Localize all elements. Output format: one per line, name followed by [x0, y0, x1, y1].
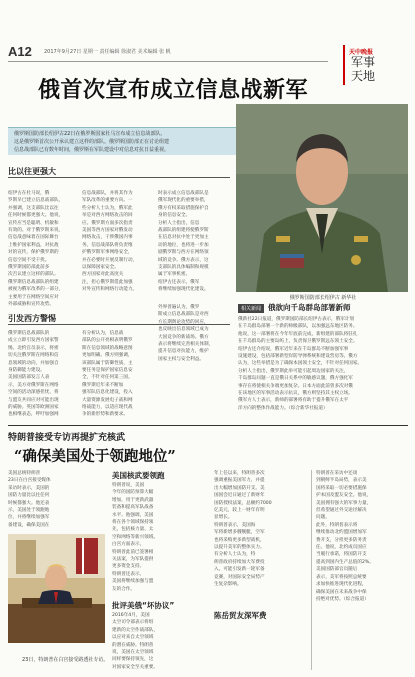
text-line: 美国国防部官员随后	[316, 567, 358, 573]
section-rule	[8, 177, 230, 178]
text-line: 应。俄罗斯方面多次指责	[82, 220, 133, 226]
text-line: 也将采购更多新型战机，	[214, 537, 265, 543]
text-line: 表示，美军将按照总统要	[316, 574, 367, 580]
text-line: 美国拥有强大的军事力量，	[316, 500, 372, 506]
text-line: 争的新形势和新要求。	[82, 412, 128, 418]
text-line: 斯成立信息战部队是对西	[158, 312, 209, 318]
text-line: 时表示成立信息战部队是	[158, 191, 209, 196]
text-line: 与盟友共同应对可能出现	[8, 397, 59, 403]
text-line: 属于军事机密。	[158, 272, 191, 278]
text-line: 时候都强大。他还表	[8, 500, 50, 506]
text-line: 生复杂影响。	[214, 582, 242, 588]
main-headline: 俄首次宣布成立信息战新军	[38, 77, 309, 103]
text-line: 俄罗斯近年来不断加	[82, 382, 124, 388]
text-line: 设施建设，包括部署新型岸防导弹系统和建设营房等。俄方	[238, 354, 358, 360]
text-line: 提升信息对抗能力，维护	[158, 349, 209, 355]
text-line: 朗普政府持续加大军费投	[214, 559, 265, 565]
text-line: 大量资源发展电子战和网	[82, 397, 133, 403]
text-line: 有分析人士认为，特	[214, 552, 256, 558]
text-line: 绍伊古还表示，俄军	[158, 279, 200, 285]
text-line: 空和网络等新兴领域。	[112, 534, 158, 540]
text-line: 俄军方人士表示，新师的部署将有助于提升俄军在太平	[238, 398, 349, 404]
text-line: 先，包括核力量、太	[112, 527, 154, 533]
text-line: 举是对西方网络攻击的回	[82, 213, 133, 219]
text-line: 俄罗斯国防部此前多	[8, 265, 50, 271]
text-line: 主要用于在网络空间应对	[8, 294, 59, 300]
text-line: 绍伊古还介绍说，俄军近年来在千岛群岛不断加强军事	[238, 346, 349, 352]
text-line: 绍伊古在杜马说，俄	[8, 191, 50, 196]
text-line: 部队的公开亮相表明俄罗	[82, 338, 133, 344]
text-line: 国防力量比以往任何	[8, 493, 50, 499]
text-column-b	[82, 190, 152, 310]
lower-text-c	[112, 612, 208, 672]
text-line: 他说，这一部署将在今年年底前完成，新组建的部队将驻扎	[238, 331, 358, 337]
text-line: 也相继表态，呼吁加强网	[8, 412, 59, 418]
text-line: 采访时表示，美国的	[8, 485, 50, 491]
text-line: 同样要保持领先，这	[112, 657, 154, 663]
text-line: 提高到国内生产总值的2%。	[316, 559, 374, 565]
text-line: 务。信息战部队将负责维	[82, 242, 133, 248]
text-line: 示，美国处于领跑地	[8, 508, 50, 514]
text-line: 当履行承诺，将国防开支	[316, 552, 367, 558]
page-number: A12	[8, 44, 32, 59]
text-line: 域的竞争。俄方表示，这	[158, 257, 209, 263]
text-line: 信息战意味着在国际舞台	[8, 235, 59, 241]
text-line: 水平。他强调，美国	[112, 512, 154, 518]
lower-text-b	[112, 482, 208, 594]
text-line: 罗斯早已建立信息战部队，	[8, 198, 64, 204]
text-line: 更加明确。俄方则强调，	[82, 353, 133, 359]
text-line: 斯在信息领域的战略意图	[82, 345, 133, 351]
text-line: 动的地位，也将进一步加	[158, 242, 209, 248]
lower-headline: “确保美国处于领跑地位”	[14, 448, 176, 465]
subhead-nuclear-lead: 美国核武要领跑	[112, 471, 165, 480]
text-line: 但希望通过外交途径解决	[316, 508, 367, 514]
text-line: 到朝鲜半岛局势，表示美	[316, 478, 367, 484]
text-line: 也反映出信息领域已成为	[158, 327, 209, 333]
text-line: 特朗普在采访中还谈	[316, 471, 358, 476]
text-line: 军将新增多艘舰艇，空军	[214, 530, 265, 536]
page-header	[8, 44, 308, 60]
lower-text-e	[316, 470, 408, 670]
text-line: 大国竞争的新战场。俄方	[158, 334, 209, 340]
text-line: 西方国家对此高度关	[82, 272, 124, 278]
text-line: 特朗普表示，美国海	[214, 522, 256, 528]
text-line: 次否认建立这样的部队。	[8, 272, 59, 278]
text-line: 俄军现代化的重要举措，	[158, 198, 209, 204]
text-line: 费开支，分担更多防务责	[316, 537, 367, 543]
logo-bar	[343, 45, 345, 85]
text-line: 特朗普还表示，	[112, 571, 145, 577]
text-line: 网络攻击，干涉俄国内事	[82, 235, 133, 241]
text-line: 方长期舆论攻势的回应，	[158, 319, 209, 325]
lower-text-d	[214, 470, 308, 594]
text-line: 装备和提高军队战备	[112, 505, 154, 511]
text-line: 特朗普此前已签署相	[112, 549, 154, 555]
text-line: 将继续加强现代化建设。	[158, 287, 209, 293]
shoigu-photo	[236, 104, 408, 292]
text-line: 特朗普说，美国	[112, 483, 145, 488]
text-line: 该部队属于防御性质，主	[82, 360, 133, 366]
text-line: 信息战部队，并将其作为	[82, 191, 133, 196]
text-line: 显增长。	[214, 515, 233, 521]
lower-text-a	[8, 470, 108, 532]
text-line: 入，可能引发新一轮军备	[214, 567, 265, 573]
text-line: 在千岛群岛的主要岛屿上，负责保卫俄罗斯远东领土安全。	[238, 339, 358, 345]
section-heading-west-alert: 引发西方警惕	[8, 314, 56, 323]
text-line: 分析人士指出，俄罗斯此举可能引起周边国家的关注，	[238, 368, 349, 374]
text-line: 息领域的动向，并加强自	[8, 360, 59, 366]
related-news-tag: 相关新闻	[238, 304, 264, 313]
text-line: 千岛群岛问题一直是俄日关系中的敏感议题，俄方强化军	[238, 376, 353, 382]
text-line: 确保美国在未来战争中保	[316, 589, 367, 595]
subhead-bad-deal: 批评美俄“坏协议”	[112, 601, 175, 610]
text-line: 成立立即引发西方国家警	[8, 338, 59, 344]
related-news-title: 俄欲向千岛群岛部署新师	[268, 303, 351, 312]
text-line: 求加快推进现代化进程，	[316, 582, 367, 588]
text-line: 以保障国家安全。	[82, 265, 119, 271]
lede-line: 俄罗斯国防部长绍伊古22日在俄罗斯国家杜马宣布成立信息战部队。	[14, 131, 166, 137]
text-line: 并在必要时开展反制行动，	[82, 257, 138, 263]
text-line: 洋方向的整体作战能力。（综合新华社报道）	[238, 405, 328, 411]
text-line: 身防御能力建设。	[8, 368, 45, 374]
text-line: 俄罗斯信息战部队的	[8, 331, 50, 336]
text-line: 支部队的具体编制和规模	[158, 265, 209, 271]
logo-section-line1: 军事	[351, 55, 376, 69]
text-line: 关法案，为军队提供	[112, 557, 154, 563]
subhead-military-spending: 陈岳贸友深军费	[214, 611, 267, 620]
text-line: 在信息对抗中处于更加主	[158, 235, 209, 241]
text-line: 些分析人士认为，俄军此	[82, 205, 133, 211]
text-line: 国家主权与安全利益。	[158, 356, 204, 362]
text-line: 持绝对优势。（综合报道）	[316, 596, 369, 602]
text-line: 任何时候都更强大。他说，	[8, 213, 64, 219]
text-line: 分析人士指出，信息	[158, 220, 200, 226]
text-line: 俄新社22日报道，俄罗斯国防部长绍伊古表示，俄军计划	[238, 317, 355, 322]
text-line: 说，美国在太空领域	[112, 650, 154, 656]
text-line: 出大幅增加国防开支。美	[214, 485, 265, 491]
text-line: 示，美方对俄罗斯在网络	[8, 382, 59, 388]
text-line: 白宫方面表示，	[112, 542, 145, 548]
text-line: 美国将继续加强与盟	[112, 579, 154, 585]
text-line: 的潜在威胁。特朗普	[112, 642, 154, 648]
trump-photo	[8, 534, 105, 643]
text-line: 太空司令部表示将组	[112, 620, 154, 626]
header-meta: 2017年9月27日 星期一 责任编辑 徐淑君 美术编辑 张 帆	[44, 49, 171, 55]
story-divider	[8, 425, 408, 426]
text-line: 惕。北约官员表示，将密	[8, 345, 59, 351]
text-line: 此外，特朗普表示将	[316, 522, 358, 528]
text-line: 被视为俄军改革的一部分，	[8, 287, 64, 293]
photo-caption: 俄罗斯国防部长绍伊古 新华社	[289, 295, 357, 301]
text-line: 以提升美军的整体实力。	[214, 545, 265, 551]
text-line: 要任务是保护国家信息安	[82, 368, 133, 374]
text-column-e	[82, 330, 152, 422]
text-line: 2016年4月，美国	[112, 613, 150, 618]
text-line: 外部威胁和宣传攻势。	[8, 302, 54, 308]
text-line: 将在各个领域保持领	[112, 520, 154, 526]
text-line: 并强调，这支部队比以往	[8, 205, 59, 211]
text-line: 今年的国防预算大幅	[112, 490, 154, 496]
section-heading-stronger: 比以往更强大	[8, 167, 56, 176]
text-line: 有分析认为，信息战	[82, 331, 124, 336]
text-line: 护俄罗斯军事网络安全，	[82, 250, 133, 256]
text-line: 强调重振美国军力，并提	[214, 478, 265, 484]
text-line: 注，担心俄罗斯借此加强	[82, 279, 133, 285]
header-rule	[8, 61, 328, 62]
text-line: 在千岛群岛部署一个新的师级部队，以加强远东地区防务。	[238, 324, 358, 330]
text-line: 认为，这些举措是为了确保本国领土安全，不针对任何国家。	[238, 361, 363, 367]
text-column-c	[158, 190, 230, 300]
text-line: 问题。	[316, 515, 330, 521]
text-column-f	[158, 304, 230, 422]
text-line: 剧俄罗斯与西方在网络领	[158, 250, 209, 256]
text-line: 护本国及盟友安全。他说，	[316, 493, 372, 499]
text-line: 更多资金支持。	[112, 564, 145, 570]
text-line: 友的合作。	[112, 586, 135, 592]
logo-paper-name: 天中晚报	[349, 49, 374, 56]
text-line: 美国国防部发言人表	[8, 375, 50, 381]
text-line: 23日在白宫接受媒体	[8, 478, 51, 484]
column-divider	[311, 470, 312, 670]
text-line: 表示将继续完善相关体制，	[158, 342, 214, 348]
text-line: 身的信息安全。	[158, 213, 191, 219]
text-line: 对外宣传和网络行动能力。	[82, 287, 138, 293]
text-line: 备建设，确保美国在	[8, 522, 50, 528]
text-column-d	[8, 330, 78, 422]
text-line: 俄方有权采取措施保护自	[158, 205, 209, 211]
text-line: 全，不针对任何第三国。	[82, 375, 133, 381]
text-line: 竞赛，对国际安全局势产	[214, 574, 265, 580]
text-line: 空间的活动深感担忧，将	[8, 390, 59, 396]
lede-line: 这是俄罗斯首次公开承认建立这样的部队。俄罗斯国防部正在讨论组建	[14, 139, 170, 145]
portrait-illustration	[236, 104, 408, 292]
text-line: 美国等西方国家对俄发动	[82, 228, 133, 234]
text-line: 国国会近日通过了新财年	[214, 493, 265, 499]
text-line: 继续推动北约盟国增加军	[316, 530, 367, 536]
text-line: 任。他说，北约成员国应	[316, 545, 367, 551]
text-line: 亿美元，较上一财年有明	[214, 508, 265, 514]
text-line: 对的宣传，保护俄罗斯的	[8, 250, 59, 256]
text-line: 对国家安全至关重要。	[112, 664, 158, 670]
text-line: 外界普遍认为，俄罗	[158, 305, 200, 310]
text-line: 战部队的组建将使俄罗斯	[158, 228, 209, 234]
text-line: 俄罗斯信息战部队的组建	[8, 279, 59, 285]
text-line: 军队改革的重要方向。一	[82, 198, 133, 204]
text-line: 上维护国家利益，对抗敌	[8, 242, 59, 248]
text-line: 在该地区的军事活动表示抗议，俄方则坚持其主权立场。	[238, 391, 353, 397]
logo-section-line2: 天地	[351, 69, 376, 83]
text-column-a	[8, 190, 78, 310]
text-line: 宣传应当是聪明、机敏和	[8, 220, 59, 226]
text-line: 信息空间不受干扰。	[8, 257, 50, 263]
oval-office-illustration	[8, 534, 105, 643]
section-logo	[337, 45, 407, 85]
text-line: 事存在将使相关争端更加复杂。日本方面此前曾多次对俄	[238, 383, 353, 389]
text-line: 年上任以来，特朗普多次	[214, 471, 265, 476]
text-line: 有效的。对于俄罗斯来说，	[8, 228, 64, 234]
text-line: 强军队信息化建设，投入	[82, 390, 133, 396]
related-news-text	[238, 316, 408, 422]
text-line: 切关注俄罗斯在网络和信	[8, 353, 59, 359]
text-line: 位，并将继续加强军	[8, 515, 50, 521]
text-line: 增加，用于更新武器	[112, 497, 154, 503]
text-line: 建新的太空作战部队，	[112, 627, 158, 633]
text-line: 国防授权法案，总额约7000	[214, 500, 272, 506]
text-line: 的威胁。英国等欧洲国家	[8, 405, 59, 411]
text-line: 美国总统特朗普	[8, 471, 41, 476]
lower-photo-caption: 23日，特朗普在白宫接受路透社专访。	[22, 657, 109, 663]
text-line: 络战能力，以适应现代战	[82, 405, 133, 411]
text-line: 国将采取一切必要措施保	[316, 485, 367, 491]
lower-kicker: 特朗普接受专访再提扩充核武	[8, 433, 126, 443]
text-line: 以应对来自太空领域	[112, 635, 154, 641]
lede-line: 信息战部队已有数年时间，俄罗斯在军队建设中对信息对抗日益重视。	[14, 147, 170, 153]
